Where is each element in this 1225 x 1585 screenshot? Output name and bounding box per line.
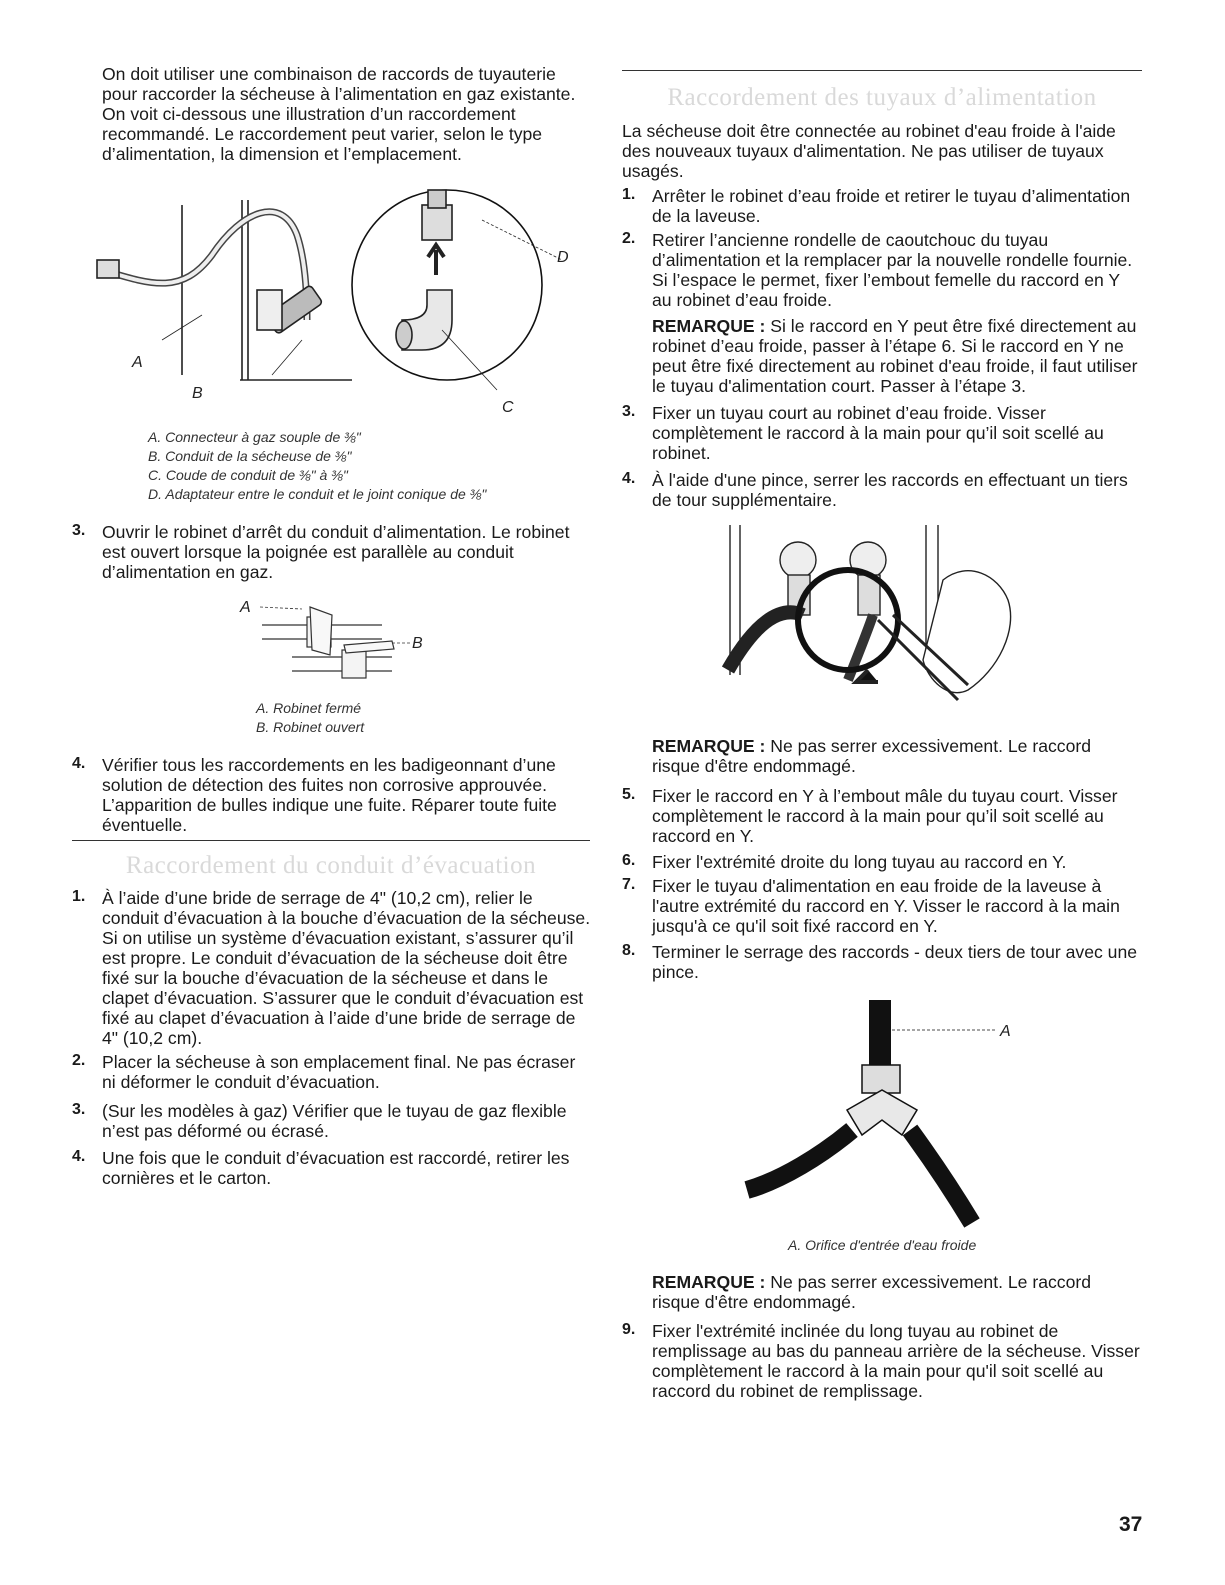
water-note-2-label: REMARQUE : [652, 736, 766, 756]
exhaust-section-heading: Raccordement du conduit d’évacuation [125, 852, 537, 879]
water-note-3-text: Ne pas serrer excessivement. Le raccord risque d'être endommagé. [652, 1272, 1092, 1312]
fig1-captions [148, 428, 588, 504]
fig4-caption: A. Orifice d'entrée d'eau froide [788, 1237, 977, 1253]
fig1-label-c: C [502, 399, 514, 415]
water-step-3 [622, 403, 1142, 463]
fig1-caption-a: A. Connecteur à gaz souple de ⅜" [148, 429, 361, 445]
water-step-9 [622, 1321, 1142, 1401]
fig2-captions [256, 699, 556, 737]
water-step-6-text: Fixer l'extrémité droite du long tuyau au raccord en Y. [652, 852, 1067, 872]
exhaust-step-2 [72, 1052, 592, 1092]
left-section-divider [72, 840, 590, 841]
page-number: 37 [1119, 1513, 1143, 1536]
water-step-3-number: 3. [622, 403, 636, 420]
valve-illustration [232, 595, 452, 690]
water-step-7 [622, 876, 1142, 936]
fig1-caption-d: D. Adaptateur entre le conduit et le joint conique de ⅜" [148, 486, 487, 502]
water-step-5-number: 5. [622, 786, 636, 803]
gas-step-4 [72, 755, 592, 835]
fig1-label-d: D [557, 249, 569, 266]
water-note-3-label: REMARQUE : [652, 1272, 766, 1292]
gas-connection-illustration [92, 175, 592, 415]
water-step-8-number: 8. [622, 942, 636, 959]
exhaust-step-3-number: 3. [72, 1101, 86, 1118]
exhaust-step-3 [72, 1101, 592, 1141]
water-step-9-number: 9. [622, 1321, 636, 1338]
water-step-8 [622, 942, 1142, 982]
exhaust-step-3-text: (Sur les modèles à gaz) Vérifier que le tuyau de gaz flexible n’est pas déformé ou écrasé. [102, 1101, 567, 1141]
water-step-2-number: 2. [622, 230, 636, 247]
fig2-label-a: A [240, 599, 251, 616]
water-intro-paragraph: La sécheuse doit être connectée au robinet d'eau froide à l'aide des nouveaux tuyaux d'alimentation. Ne pas utiliser de tuyaux usagés. [622, 121, 1116, 181]
exhaust-step-2-text: Placer la sécheuse à son emplacement final. Ne pas écraser ni déformer le conduit d’évacuation. [102, 1052, 576, 1092]
exhaust-step-2-number: 2. [72, 1052, 86, 1069]
water-step-7-number: 7. [622, 876, 636, 893]
right-section-divider [622, 70, 1142, 71]
gas-step-3-number: 3. [72, 522, 86, 539]
exhaust-step-1 [72, 888, 592, 1048]
water-note-1-text: Si le raccord en Y peut être fixé directement au robinet d’eau froide, passer à l’étape 6. Si le raccord en Y ne peut être fixé directement au robinet d'eau froide, il faut utiliser le tuyau d'alimentation court. Passer à l’étape 3. [652, 316, 1138, 396]
water-step-1 [622, 186, 1142, 226]
fig2-caption-a: A. Robinet fermé [256, 700, 362, 716]
fig1-caption-b: B. Conduit de la sécheuse de ⅜" [148, 448, 352, 464]
exhaust-step-4-number: 4. [72, 1148, 86, 1165]
water-note-1-label: REMARQUE : [652, 316, 766, 336]
water-step-3-text: Fixer un tuyau court au robinet d’eau froide. Visser complètement le raccord à la main pour qu’il soit scellé au robinet. [652, 403, 1104, 463]
gas-step-3 [72, 522, 592, 582]
water-note-3 [652, 1272, 1142, 1312]
exhaust-step-4-text: Une fois que le conduit d’évacuation est raccordé, retirer les cornières et le carton. [102, 1148, 570, 1188]
water-step-2-text: Retirer l’ancienne rondelle de caoutchouc du tuyau d’alimentation et la remplacer par la nouvelle rondelle fournie. Si l’espace le permet, fixer l’embout femelle du raccord en Y au robinet d’eau froide. [652, 230, 1133, 310]
exhaust-step-1-text: À l’aide d’une bride de serrage de 4" (10,2 cm), relier le conduit d’évacuation à la bouche d’évacuation de la sécheuse. Si on utilise un système d’évacuation existant, s’assurer qu’il est propre. Le conduit d’évacuation de la sécheuse doit être fixé sur la bouche d’évacuation de la sécheuse et dans le clapet d’évacuation. S’assurer que le conduit d’évacuation est fixé au clapet d’évacuation à l’aide d’une bride de serrage de 4" (10,2 cm). [102, 888, 591, 1048]
pliers-faucet-illustration [718, 520, 1048, 720]
water-step-5-text: Fixer le raccord en Y à l’embout mâle du tuyau court. Visser complètement le raccord à la main pour qu’il soit scellé au raccord en Y. [652, 786, 1118, 846]
gas-step-4-text: Vérifier tous les raccordements en les badigeonnant d’une solution de détection des fuites non corrosive approuvée. L’apparition de bulles indique une fuite. Réparer toute fuite éventuelle. [102, 755, 557, 835]
fig1-label-a: A [132, 354, 143, 371]
water-step-1-text: Arrêter le robinet d’eau froide et retirer le tuyau d’alimentation de la laveuse. [652, 186, 1131, 226]
water-step-5 [622, 786, 1142, 846]
water-step-8-text: Terminer le serrage des raccords - deux tiers de tour avec une pince. [652, 942, 1138, 982]
fig1-label-b: B [192, 385, 203, 402]
water-section-heading: Raccordement des tuyaux d’alimentation [667, 84, 1097, 111]
gas-step-3-text: Ouvrir le robinet d’arrêt du conduit d’alimentation. Le robinet est ouvert lorsque la poignée est parallèle au conduit d’alimentation en gaz. [102, 522, 570, 582]
water-step-4-text: À l'aide d'une pince, serrer les raccords en effectuant un tiers de tour supplémentaire. [652, 470, 1128, 510]
gas-step-4-number: 4. [72, 755, 86, 772]
water-step-4 [622, 470, 1142, 510]
exhaust-step-1-number: 1. [72, 888, 86, 905]
gas-intro-paragraph: On doit utiliser une combinaison de raccords de tuyauterie pour raccorder la sécheuse à l’alimentation en gaz existante. On voit ci-dessous une illustration d’un raccordement recommandé. Le raccordement peut varier, selon le type d’alimentation, la dimension et l’emplacement. [102, 64, 576, 164]
water-step-7-text: Fixer le tuyau d'alimentation en eau froide de la laveuse à l'autre extrémité du raccord en Y. Visser le raccord à la main jusqu'à ce qu'il soit fixé raccord en Y. [652, 876, 1120, 936]
water-step-1-number: 1. [622, 186, 636, 203]
water-step-9-text: Fixer l'extrémité inclinée du long tuyau au robinet de remplissage au bas du panneau arrière de la sécheuse. Visser complètement le raccord à la main pour qu'il soit scellé au raccord du robinet de remplissage. [652, 1321, 1140, 1401]
fig2-caption-b: B. Robinet ouvert [256, 719, 365, 735]
y-connector-illustration [742, 995, 1032, 1230]
water-step-6-number: 6. [622, 852, 636, 869]
exhaust-step-4 [72, 1148, 592, 1188]
fig2-label-b: B [412, 635, 423, 652]
fig1-caption-c: C. Coude de conduit de ⅜" à ⅜" [148, 467, 348, 483]
water-note-1 [652, 316, 1142, 396]
water-step-6 [622, 852, 1142, 872]
fig4-label-a: A [1000, 1023, 1011, 1040]
water-note-2-text: Ne pas serrer excessivement. Le raccord risque d'être endommagé. [652, 736, 1092, 776]
water-step-4-number: 4. [622, 470, 636, 487]
water-note-2 [652, 736, 1142, 776]
water-step-2 [622, 230, 1142, 310]
